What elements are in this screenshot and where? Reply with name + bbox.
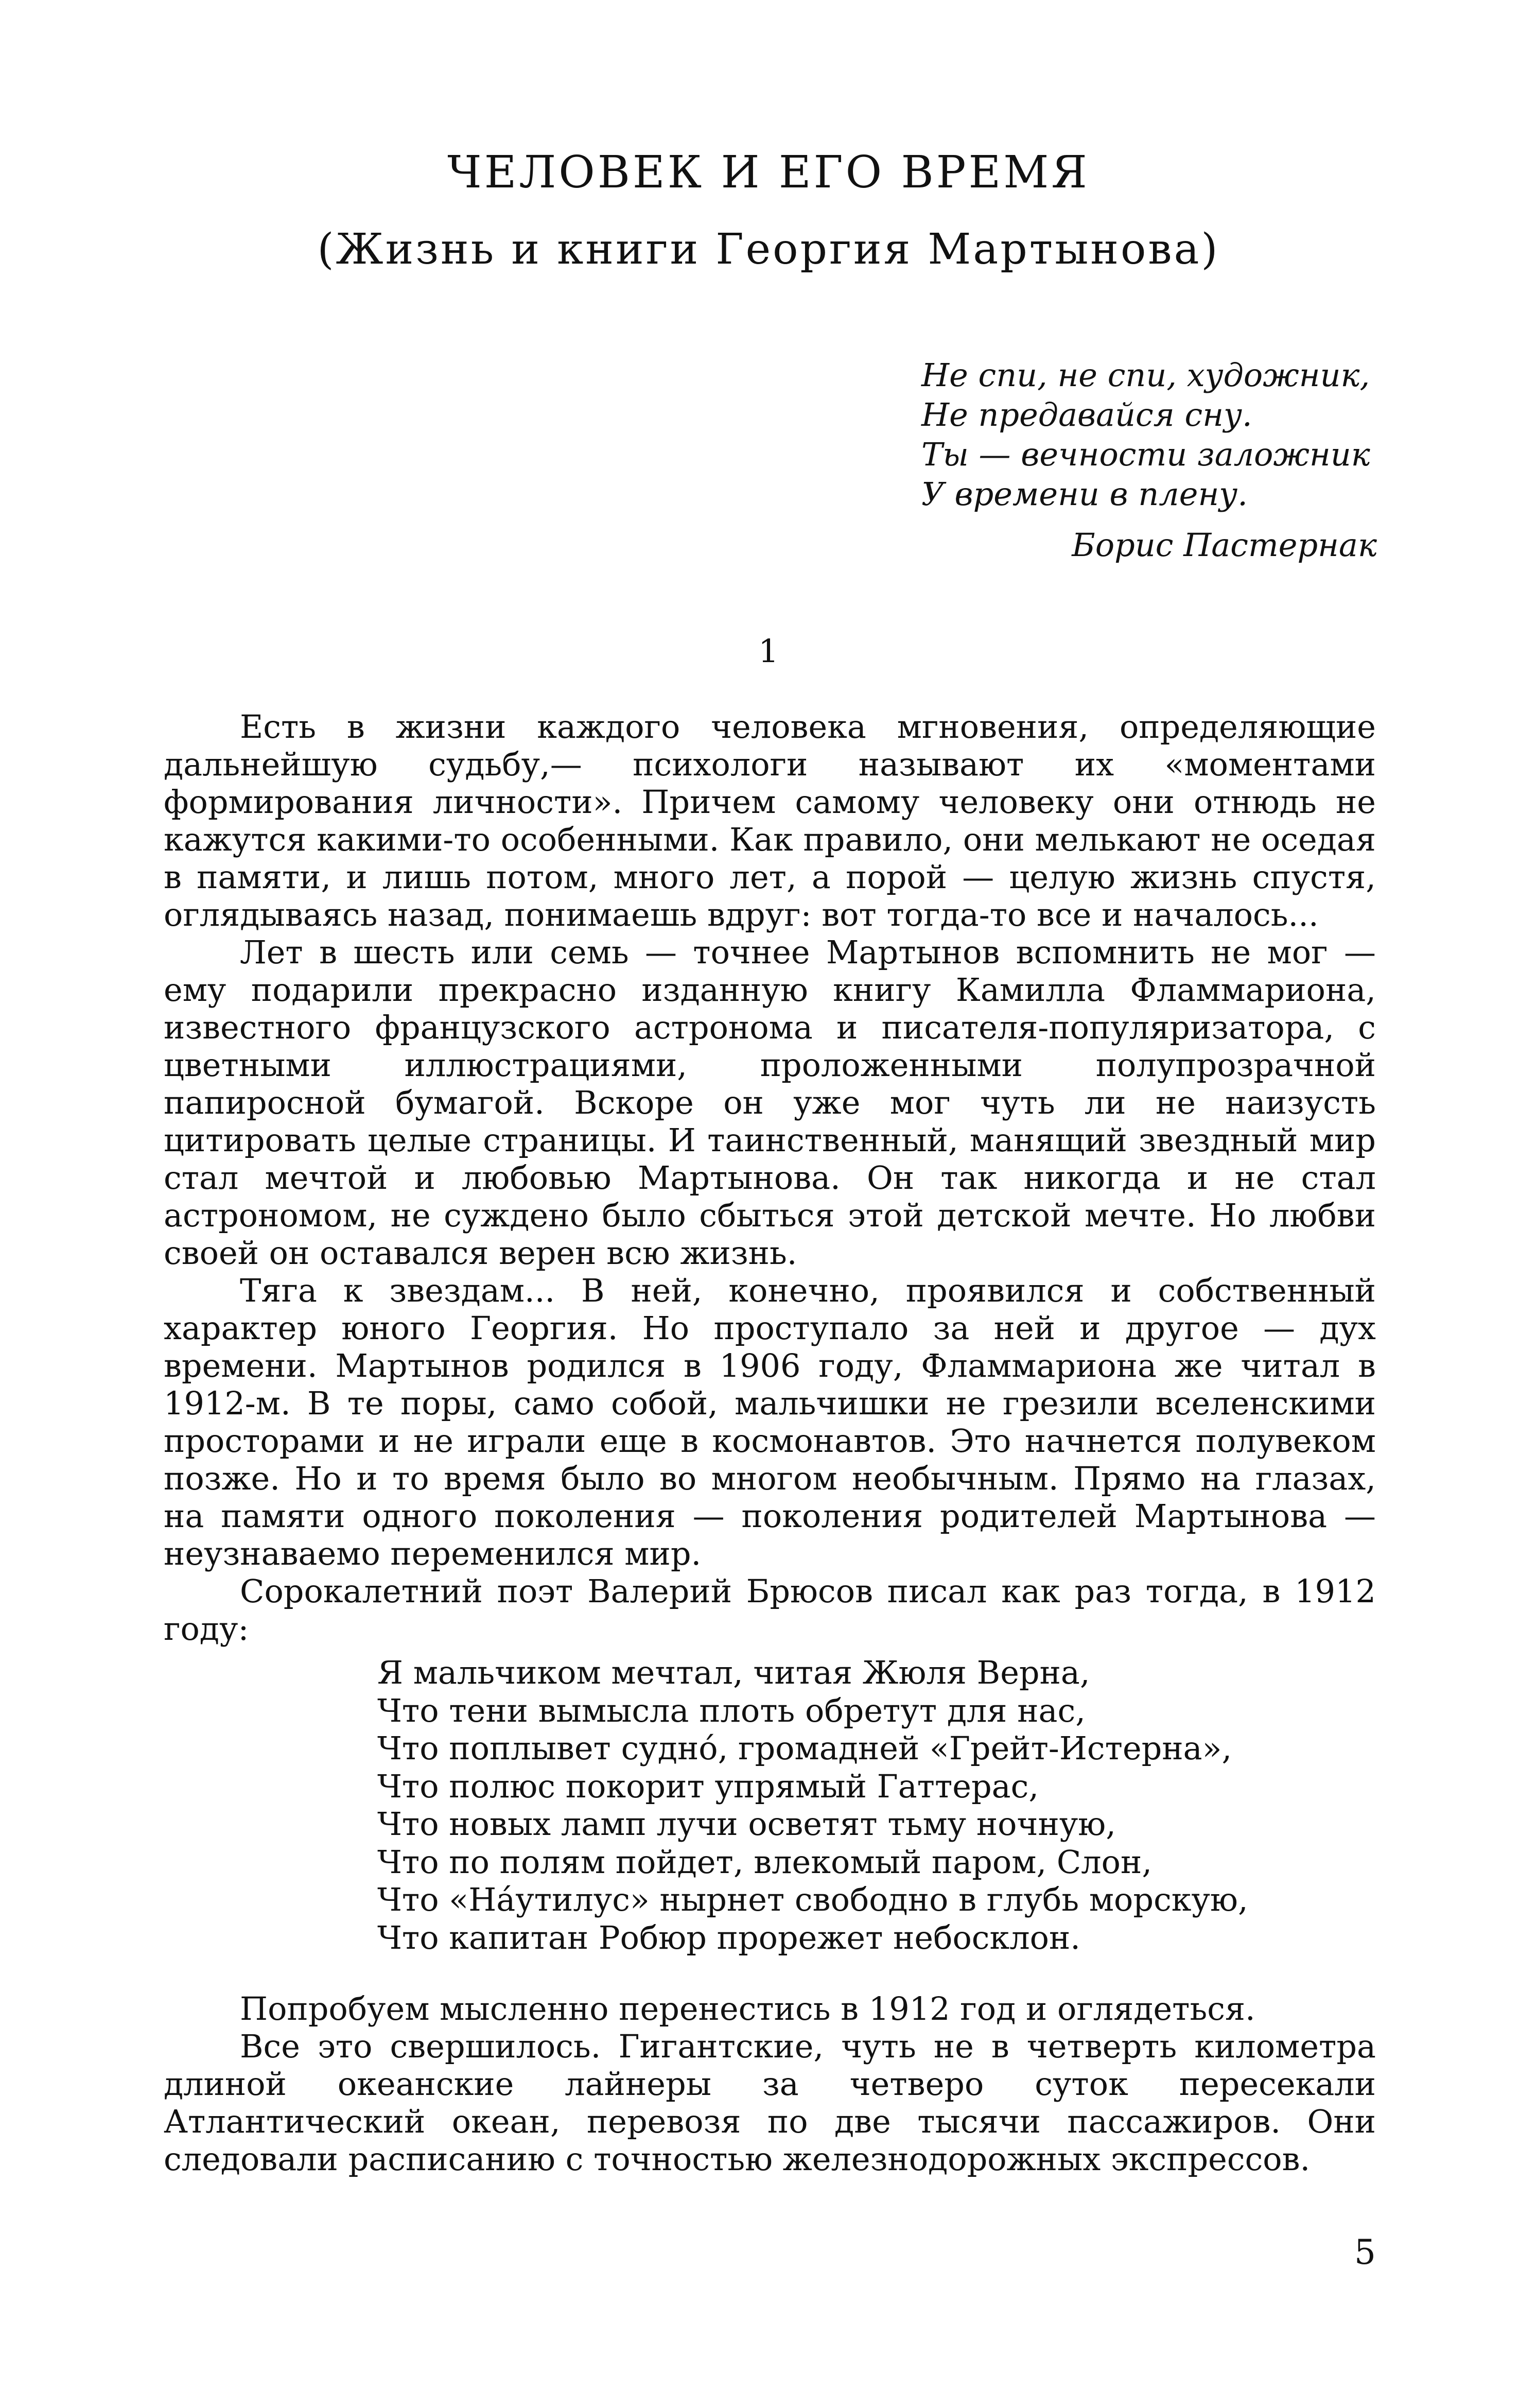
poem-line: Я мальчиком мечтал, читая Жюля Верна, [377,1654,1090,1691]
poem-quote [377,1654,1376,1956]
epigraph-line: У времени в плену. [921,475,1248,513]
poem-line: Что поплывет суднó, громадней «Грейт-Истерна», [377,1729,1232,1767]
poem-line: Что полюс покорит упрямый Гаттерас, [377,1767,1039,1805]
epigraph-author: Борис Пастернак [1072,526,1377,564]
poem-line: Что новых ламп лучи осветят тьму ночную, [377,1805,1116,1843]
poem-line: Что «Нáутилус» нырнет свободно в глубь морскую, [377,1881,1248,1918]
paragraph: Тяга к звездам... В ней, конечно, проявился и собственный характер юного Георгия. Но проступало за ней и другое — дух времени. Мартынов родился в 1906 году, Фламмариона же читал в 1912-м. В те поры, само собой, мальчишки не грезили вселенскими просторами и не играли еще в космонавтов. Это начнется полувеком позже. Но и то время было во многом необычным. Прямо на глазах, на памяти одного поколения — поколения родителей Мартынова — неузнаваемо переменился мир. [164,1272,1376,1572]
epigraph-line: Ты — вечности заложник [921,436,1370,473]
section-number: 1 [758,632,779,670]
paragraph: Попробуем мысленно перенестись в 1912 год и оглядеться. [240,1990,1255,2028]
page-number: 5 [1354,2232,1376,2272]
poem-line: Что по полям пойдет, влекомый паром, Слон, [377,1843,1152,1881]
paragraph: Лет в шесть или семь — точнее Мартынов вспомнить не мог — ему подарили прекрасно изданную книгу Камилла Фламмариона, известного французского астронома и писателя-популяризатора, с цветными иллюстрациями, проложенными полупрозрачной папиросной бумагой. Вскоре он уже мог чуть ли не наизусть цитировать целые страницы. И таинственный, манящий звездный мир стал мечтой и любовью Мартынова. Он так никогда и не стал астрономом, не суждено было сбыться этой детской мечте. Но любви своей он оставался верен всю жизнь. [164,933,1376,1272]
chapter-title: ЧЕЛОВЕК И ЕГО ВРЕМЯ [447,147,1090,198]
paragraph: Все это свершилось. Гигантские, чуть не в четверть километра длиной океанские лайнеры за четверо суток пересекали Атлантический океан, перевозя по две тысячи пассажиров. Они следовали расписанию с точностью железнодорожных экспрессов. [164,2028,1376,2178]
poem-line: Что капитан Робюр прорежет небосклон. [377,1918,1080,1956]
epigraph [921,355,1385,514]
paragraph: Есть в жизни каждого человека мгновения, определяющие дальнейшую судьбу,— психологи называют их «моментами формирования личности». Причем самому человеку они отнюдь не кажутся какими-то особенными. Как правило, они мелькают не оседая в памяти, и лишь потом, много лет, а порой — целую жизнь спустя, оглядываясь назад, понимаешь вдруг: вот тогда-то все и началось... [164,708,1376,933]
poem-line: Что тени вымысла плоть обретут для нас, [377,1691,1086,1729]
epigraph-line: Не спи, не спи, художник, [921,356,1370,394]
body-text [164,708,1376,1648]
epigraph-line: Не предавайся сну. [921,396,1252,434]
paragraph: Сорокалетний поэт Валерий Брюсов писал как раз тогда, в 1912 году: [164,1572,1376,1648]
chapter-subtitle: (Жизнь и книги Георгия Мартынова) [317,225,1220,274]
body-text-continued [164,1990,1376,2178]
